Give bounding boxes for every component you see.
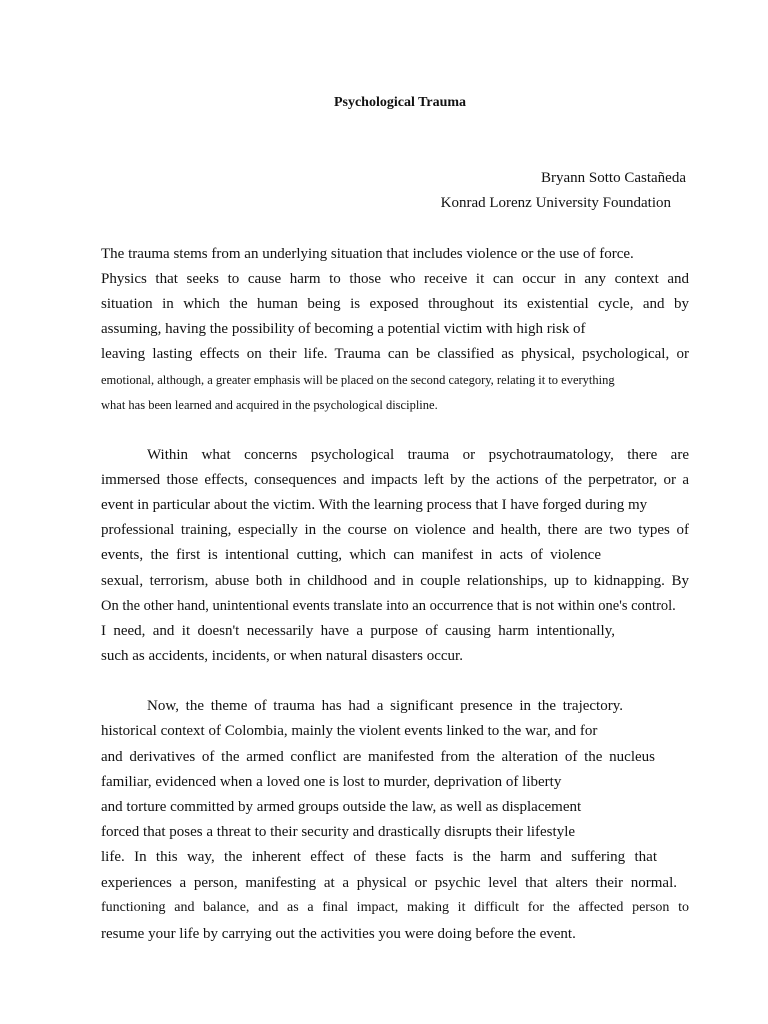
paragraph-line: situation in which the human being is exposed throughout its existential cycle, and by xyxy=(101,296,689,312)
document-title: Psychological Trauma xyxy=(333,95,467,110)
author-name: Bryann Sotto Castañeda xyxy=(541,170,686,186)
paragraph-line: experiences a person, manifesting at a physical or psychic level that alters their normal. xyxy=(101,875,677,891)
paragraph-line: and derivatives of the armed conflict are manifested from the alteration of the nucleus xyxy=(101,749,655,765)
paragraph-line: what has been learned and acquired in the psychological discipline. xyxy=(101,398,438,412)
paragraph-line: life. In this way, the inherent effect of these facts is the harm and suffering that xyxy=(101,849,657,865)
paragraph-line: I need, and it doesn't necessarily have a purpose of causing harm intentionally, xyxy=(101,623,615,639)
paragraph-line: The trauma stems from an underlying situation that includes violence or the use of force. xyxy=(101,246,634,262)
paragraph-line: events, the first is intentional cutting, which can manifest in acts of violence xyxy=(101,547,601,563)
paragraph-line: such as accidents, incidents, or when natural disasters occur. xyxy=(101,648,463,664)
paragraph-line: historical context of Colombia, mainly the violent events linked to the war, and for xyxy=(101,723,598,739)
paragraph-line: assuming, having the possibility of becoming a potential victim with high risk of xyxy=(101,321,586,337)
paragraph-line: immersed those effects, consequences and impacts left by the actions of the perpetrator, or a xyxy=(101,472,689,488)
paragraph-line: leaving lasting effects on their life. Trauma can be classified as physical, psychological, or xyxy=(101,346,689,362)
paragraph-line: On the other hand, unintentional events translate into an occurrence that is not within one's control. xyxy=(101,598,676,614)
paragraph-line: event in particular about the victim. With the learning process that I have forged during my xyxy=(101,497,648,513)
paragraph-line: and torture committed by armed groups outside the law, as well as displacement xyxy=(101,799,582,815)
author-affiliation: Konrad Lorenz University Foundation xyxy=(440,195,671,211)
paragraph-line: professional training, especially in the course on violence and health, there are two types of xyxy=(101,522,689,538)
paragraph-line: sexual, terrorism, abuse both in childhood and in couple relationships, up to kidnapping. By xyxy=(101,573,689,589)
paragraph-line: Within what concerns psychological trauma or psychotraumatology, there are xyxy=(147,447,689,463)
paragraph-line: familiar, evidenced when a loved one is lost to murder, deprivation of liberty xyxy=(101,774,562,790)
paragraph-line: forced that poses a threat to their security and drastically disrupts their lifestyle xyxy=(101,824,576,840)
paragraph-line: emotional, although, a greater emphasis will be placed on the second category, relating it to everything xyxy=(101,373,615,387)
paragraph-line: resume your life by carrying out the activities you were doing before the event. xyxy=(101,926,576,942)
paragraph-line: Now, the theme of trauma has had a significant presence in the trajectory. xyxy=(147,698,623,714)
paragraph-line: functioning and balance, and as a final impact, making it difficult for the affected person to xyxy=(101,900,689,915)
paragraph-line: Physics that seeks to cause harm to those who receive it can occur in any context and xyxy=(101,271,689,287)
